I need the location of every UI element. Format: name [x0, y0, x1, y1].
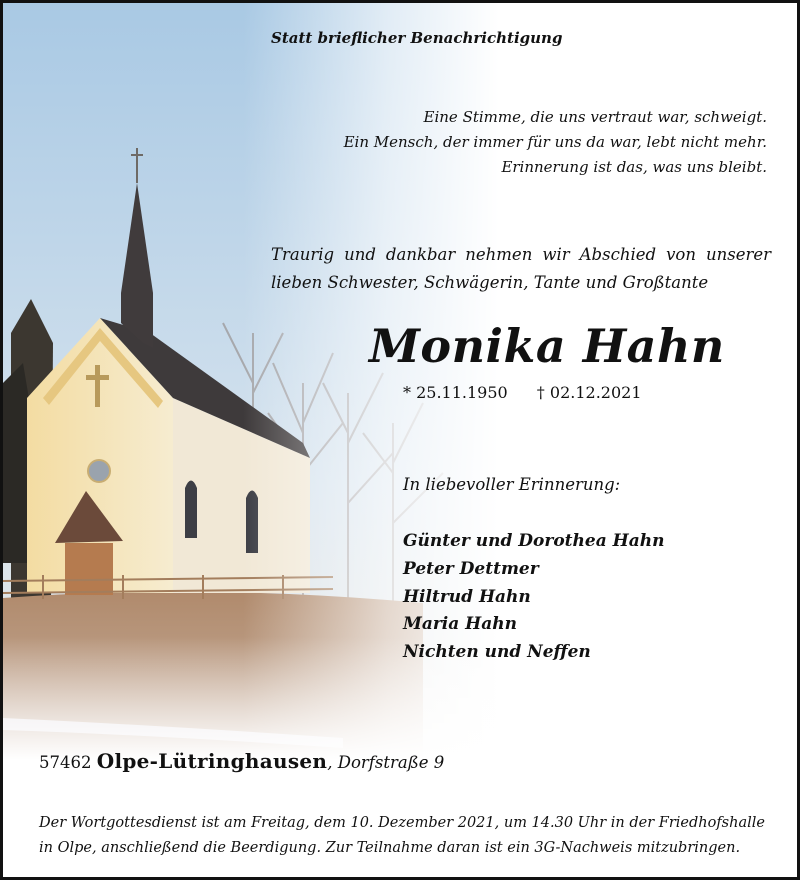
service-notice: Der Wortgottesdienst ist am Freitag, dem 10. Dezember 2021, um 14.30 Uhr in der Friedhofshalle in Olpe, anschließend die Beerdigung. Zur Teilnahme daran ist ein 3G-Nachweis mitzubringen.	[39, 815, 765, 856]
farewell-intro	[271, 241, 771, 297]
mourners-list	[403, 528, 664, 667]
mourner: Hiltrud Hahn	[403, 586, 531, 607]
address-city: Olpe-Lütringhausen	[96, 749, 328, 773]
verse-line: Eine Stimme, die uns vertraut war, schweigt.	[423, 108, 767, 126]
birth-date: * 25.11.1950	[403, 383, 508, 402]
address-zip: 57462	[39, 753, 92, 772]
mourner: Maria Hahn	[403, 614, 517, 635]
life-dates	[403, 383, 666, 402]
memory-line: In liebevoller Erinnerung:	[403, 475, 621, 494]
verse-line: Erinnerung ist das, was uns bleibt.	[501, 158, 767, 176]
address-street: , Dorfstraße 9	[327, 753, 445, 772]
mourner: Peter Dettmer	[403, 558, 539, 579]
notice-header: Statt brieflicher Benachrichtigung	[271, 29, 563, 47]
intro-line: Traurig und dankbar nehmen wir Abschied von unserer	[271, 245, 771, 264]
intro-line: lieben Schwester, Schwägerin, Tante und Großtante	[271, 273, 709, 292]
memorial-verse	[344, 105, 767, 180]
verse-line: Ein Mensch, der immer für uns da war, lebt nicht mehr.	[343, 133, 767, 151]
mourner: Günter und Dorothea Hahn	[403, 531, 665, 551]
mourner: Nichten und Neffen	[403, 642, 591, 663]
deceased-name: Monika Hahn	[369, 319, 725, 373]
death-date: † 02.12.2021	[536, 383, 642, 402]
address	[39, 749, 444, 773]
